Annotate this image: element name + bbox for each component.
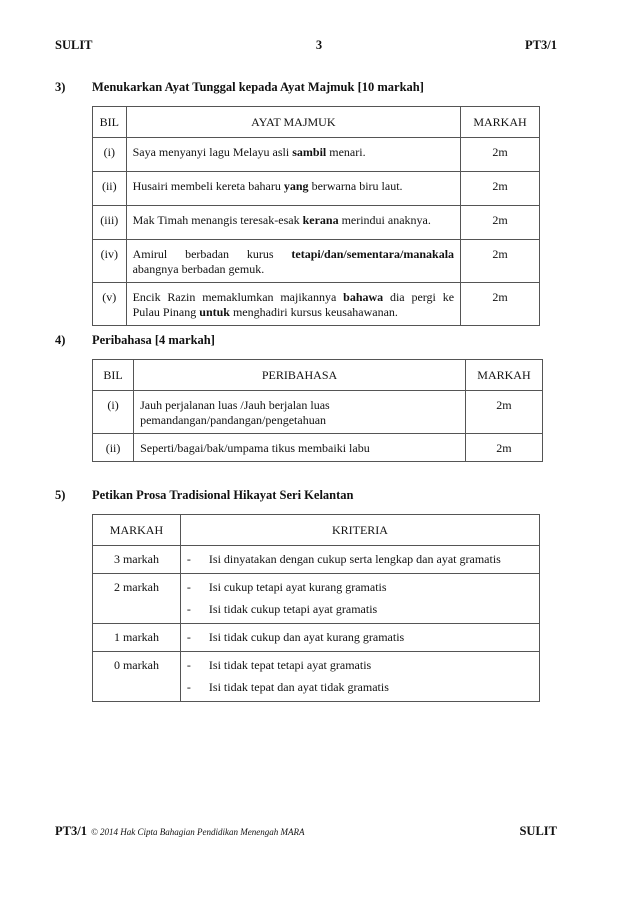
header-bil: BIL (93, 360, 134, 391)
criteria-text: Isi dinyatakan dengan cukup serta lengkap dan ayat gramatis (208, 552, 501, 566)
row-bil: (ii) (93, 172, 127, 206)
header-sulit: SULIT (55, 38, 93, 52)
criteria-item (187, 602, 533, 617)
row-criteria (180, 546, 539, 574)
row-criteria (180, 624, 539, 652)
row-bil: (v) (93, 283, 127, 326)
table-header-row (93, 515, 540, 546)
row-markah: 2m (461, 283, 540, 326)
header-code: PT3/1 (525, 38, 557, 52)
row-markah: 0 markah (93, 652, 181, 702)
row-sentence (126, 240, 460, 283)
row-criteria (180, 652, 539, 702)
row-markah: 2m (461, 240, 540, 283)
conjunction-keyword: bahawa (343, 290, 384, 304)
kriteria-table (92, 514, 540, 702)
header-kriteria: KRITERIA (180, 515, 539, 546)
copyright-note: © 2014 Hak Cipta Bahagian Pendidikan Menengah MARA (90, 827, 305, 837)
header-bil: BIL (93, 107, 127, 138)
criteria-text: Isi tidak cukup tetapi ayat gramatis (208, 602, 378, 616)
row-bil: (iv) (93, 240, 127, 283)
section-3-number: 3) (55, 80, 66, 94)
bullet-dash: - (186, 580, 191, 594)
row-markah: 2 markah (93, 574, 181, 624)
sentence-text: Amirul berbadan kurus (132, 247, 292, 261)
criteria-item (187, 658, 533, 673)
row-bil: (iii) (93, 206, 127, 240)
sentence-text: Encik Razin memaklumkan majikannya (132, 290, 344, 304)
sentence-text: dia pergi ke Pulau Pinang (132, 290, 455, 319)
criteria-item (187, 680, 533, 695)
section-3-title: Menukarkan Ayat Tunggal kepada Ayat Majmuk [10 markah] (92, 80, 424, 94)
sentence-text: berwarna biru laut. (308, 179, 403, 193)
row-bil: (i) (93, 391, 134, 434)
sentence-text: menari. (326, 145, 366, 159)
page-number: 3 (315, 38, 323, 52)
footer-sulit: SULIT (519, 824, 557, 838)
table-row (93, 206, 540, 240)
table-row (93, 652, 540, 702)
criteria-text: Isi tidak tepat tetapi ayat gramatis (208, 658, 372, 672)
section-5-number: 5) (55, 488, 66, 502)
row-peribahasa: Jauh perjalanan luas /Jauh berjalan luas pemandangan/pandangan/pengetahuan (134, 391, 466, 434)
row-markah: 2m (461, 138, 540, 172)
bullet-dash: - (186, 658, 191, 672)
criteria-item (187, 580, 533, 595)
section-5-title: Petikan Prosa Tradisional Hikayat Seri Kelantan (92, 488, 354, 502)
row-sentence (126, 138, 460, 172)
footer-left (55, 824, 305, 839)
bullet-dash: - (186, 680, 191, 694)
table-row (93, 391, 543, 434)
row-markah: 2m (461, 172, 540, 206)
peribahasa-table (92, 359, 543, 462)
criteria-text: Isi cukup tetapi ayat kurang gramatis (208, 580, 387, 594)
header-markah: MARKAH (465, 360, 542, 391)
conjunction-keyword: yang (283, 179, 309, 193)
row-bil: (ii) (93, 434, 134, 462)
table-row (93, 546, 540, 574)
table-row (93, 283, 540, 326)
sentence-text: Saya menyanyi lagu Melayu asli (132, 145, 293, 159)
section-4-title: Peribahasa [4 markah] (92, 333, 215, 347)
header-peribahasa: PERIBAHASA (134, 360, 466, 391)
row-markah: 2m (465, 391, 542, 434)
row-markah: 2m (461, 206, 540, 240)
header-markah: MARKAH (93, 515, 181, 546)
ayat-majmuk-table (92, 106, 540, 326)
sentence-text: abangnya berbadan gemuk. (132, 262, 265, 276)
bullet-dash: - (186, 630, 191, 644)
row-markah: 2m (465, 434, 542, 462)
row-sentence (126, 206, 460, 240)
header-ayat-majmuk: AYAT MAJMUK (126, 107, 460, 138)
table-row (93, 574, 540, 624)
row-sentence (126, 172, 460, 206)
sentence-text: merindui anaknya. (338, 213, 431, 227)
section-4-number: 4) (55, 333, 66, 347)
criteria-text: Isi tidak cukup dan ayat kurang gramatis (208, 630, 405, 644)
row-markah: 1 markah (93, 624, 181, 652)
row-bil: (i) (93, 138, 127, 172)
table-header-row (93, 360, 543, 391)
criteria-text: Isi tidak tepat dan ayat tidak gramatis (208, 680, 389, 694)
criteria-item (187, 552, 533, 567)
table-row (93, 138, 540, 172)
conjunction-keyword: untuk (199, 305, 230, 319)
sentence-text: Husairi membeli kereta baharu (132, 179, 284, 193)
criteria-item (187, 630, 533, 645)
table-row (93, 172, 540, 206)
bullet-dash: - (186, 602, 191, 616)
row-criteria (180, 574, 539, 624)
row-peribahasa: Seperti/bagai/bak/umpama tikus membaiki labu (134, 434, 466, 462)
table-header-row (93, 107, 540, 138)
table-row (93, 624, 540, 652)
row-markah: 3 markah (93, 546, 181, 574)
conjunction-keyword: sambil (292, 145, 327, 159)
bullet-dash: - (186, 552, 191, 566)
conjunction-keyword: kerana (302, 213, 339, 227)
row-sentence (126, 283, 460, 326)
table-row (93, 240, 540, 283)
header-markah: MARKAH (461, 107, 540, 138)
table-row (93, 434, 543, 462)
footer-code: PT3/1 (55, 824, 87, 838)
conjunction-keyword: tetapi/dan/sementara/manakala (291, 247, 455, 261)
sentence-text: menghadiri kursus keusahawanan. (229, 305, 398, 319)
sentence-text: Mak Timah menangis teresak-esak (132, 213, 303, 227)
